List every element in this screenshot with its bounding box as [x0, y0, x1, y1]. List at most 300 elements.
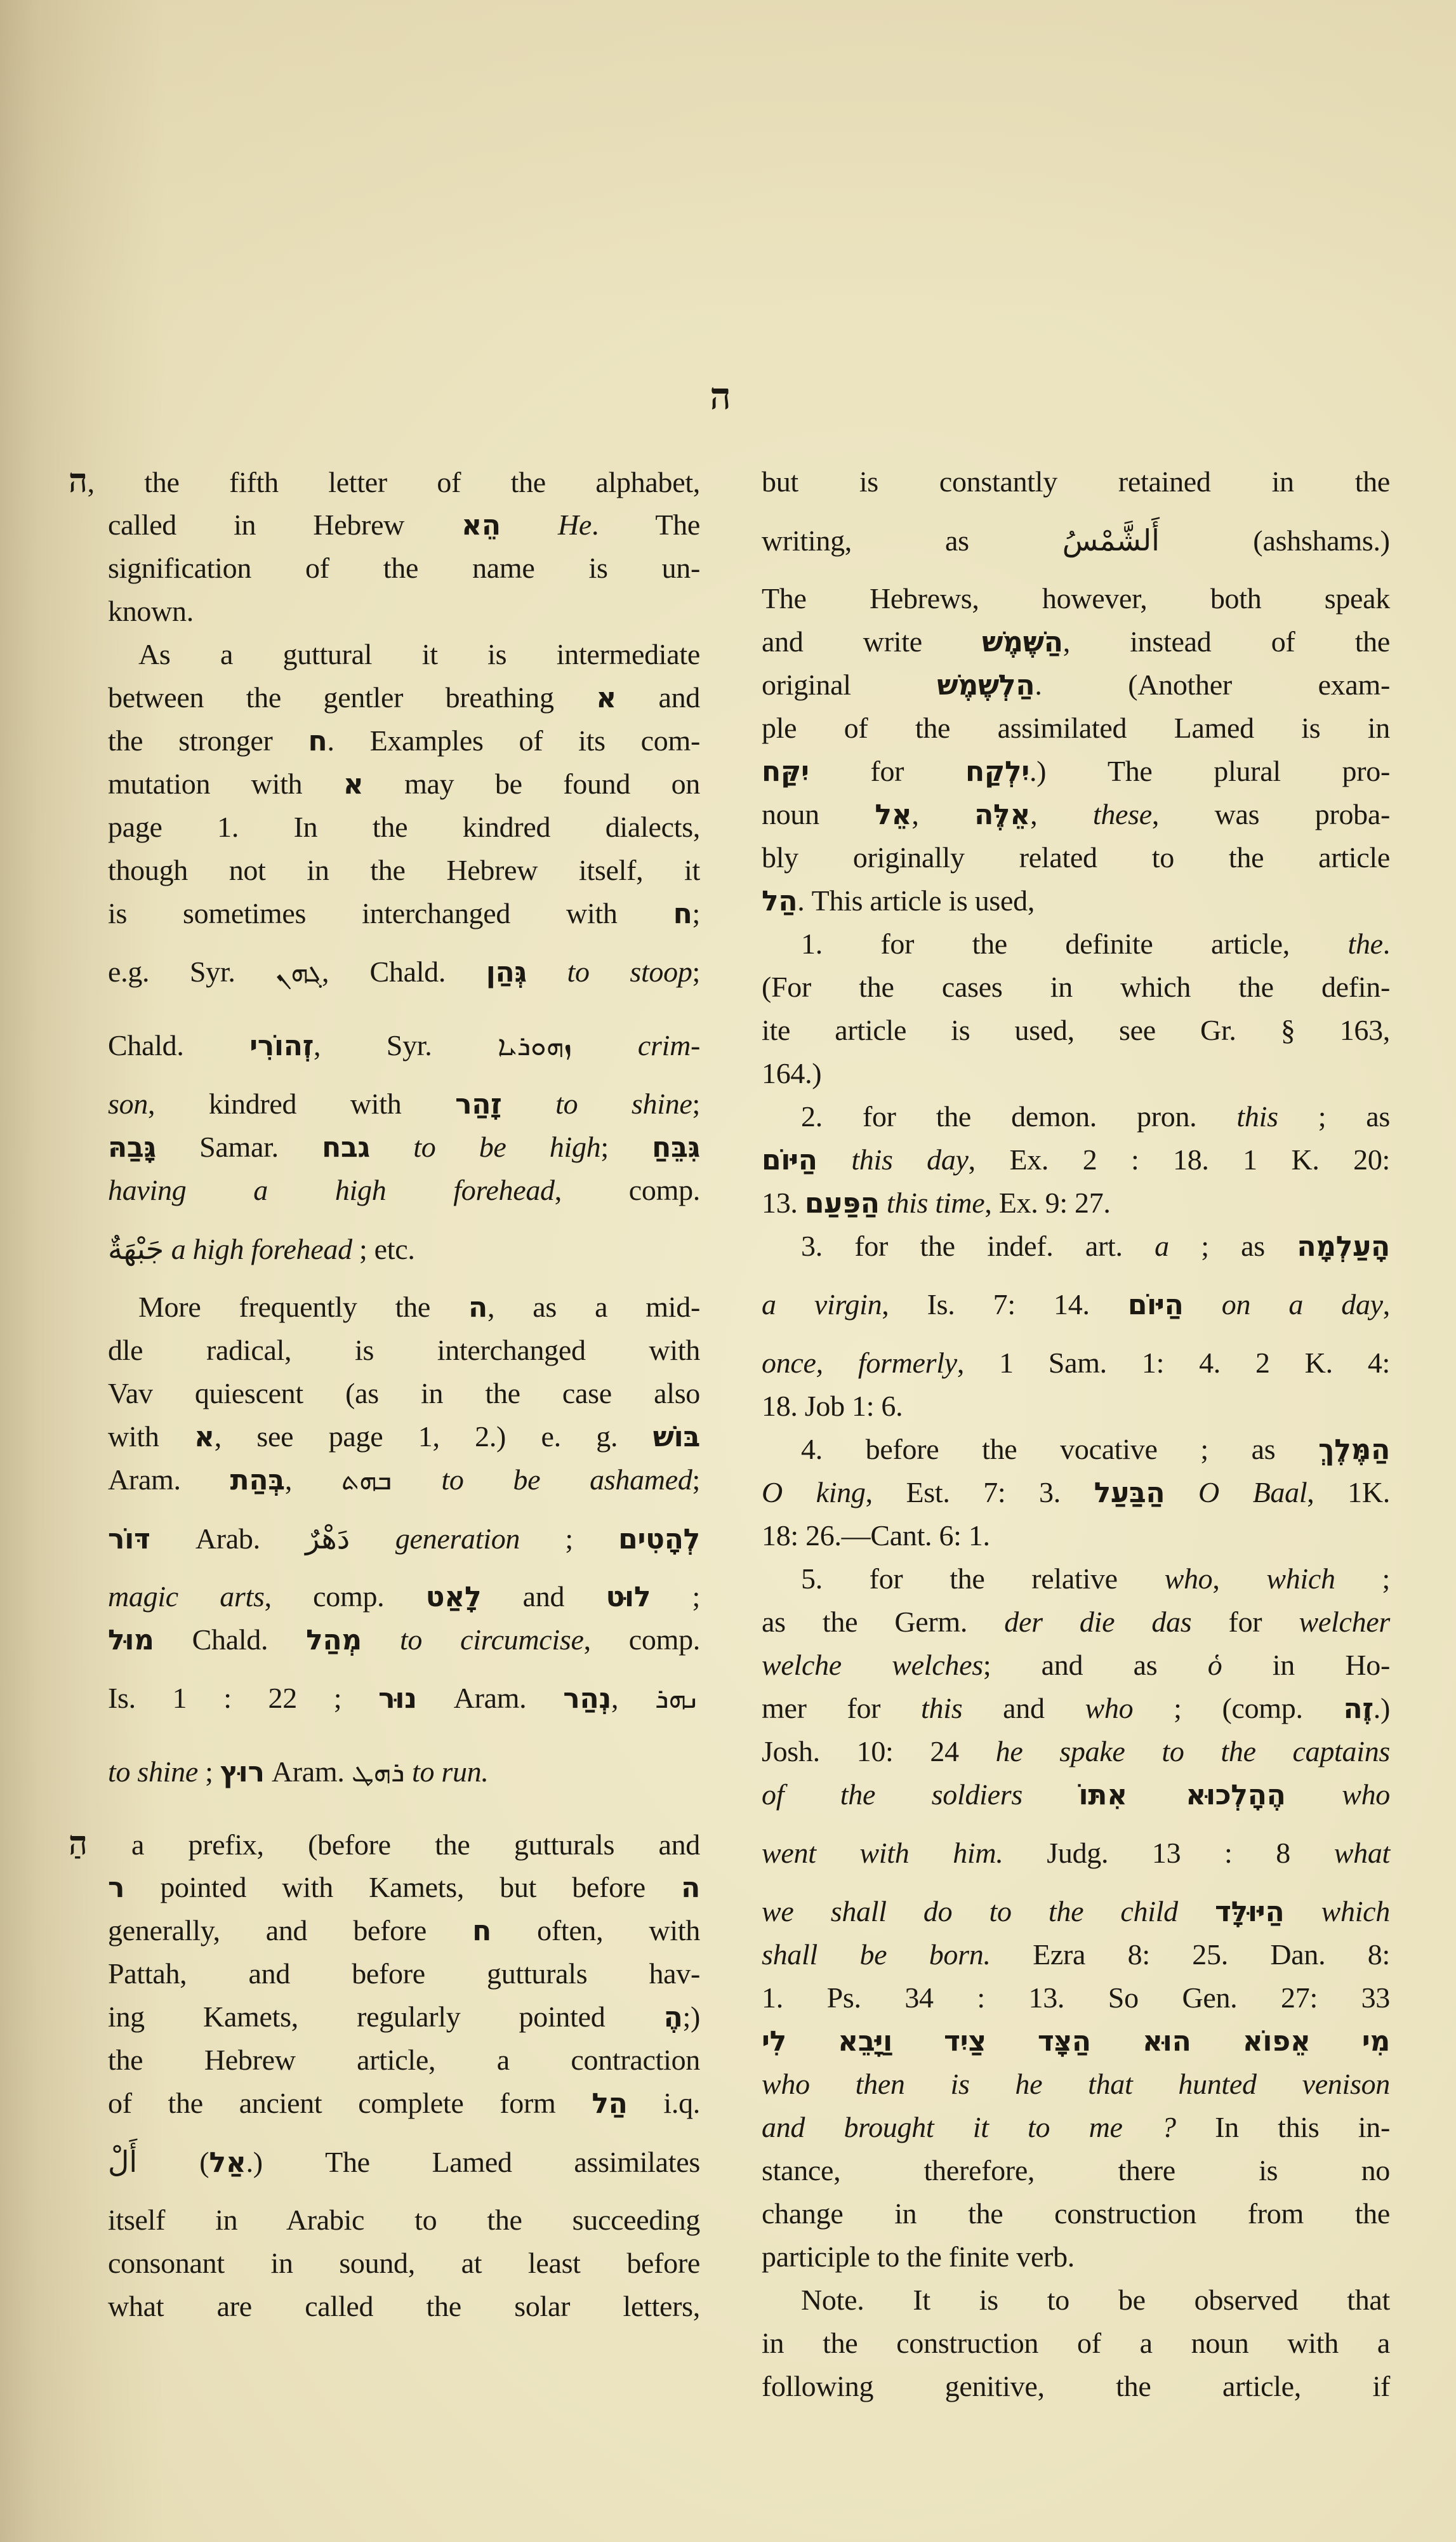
text-line	[69, 590, 700, 633]
body-text	[880, 1187, 887, 1219]
body-text: ,	[1382, 1288, 1390, 1321]
text-line	[762, 836, 1390, 879]
italic-gloss: this	[1236, 1100, 1278, 1133]
body-text: , kindred with	[148, 1088, 456, 1120]
italic-gloss: He	[557, 509, 592, 541]
right-column	[762, 460, 1390, 2408]
hebrew-text: א	[596, 682, 616, 714]
hebrew-text: נְהַר	[563, 1682, 612, 1715]
body-text: Aram.	[264, 1755, 352, 1788]
body-text: The Hebrews, however, both speak	[762, 582, 1390, 615]
hebrew-text: רוּץ	[220, 1756, 265, 1788]
body-text: and	[962, 1692, 1085, 1724]
body-text: Pattah, and before gutturals hav-	[108, 1957, 700, 1990]
body-text: 1. for the definite article,	[801, 928, 1348, 960]
text-line	[69, 1866, 700, 1909]
body-text: in the construction of a noun with a	[762, 2327, 1390, 2359]
body-text: ;	[692, 1088, 701, 1120]
body-text: ,	[1030, 798, 1093, 830]
body-text: , comp.	[583, 1623, 700, 1656]
body-text	[370, 1131, 413, 1163]
body-text: Judg. 13 : 8	[1003, 1837, 1334, 1869]
body-text: a prefix, (before the gutturals and	[87, 1828, 700, 1861]
text-line	[762, 793, 1390, 836]
italic-gloss: these	[1092, 798, 1152, 830]
hebrew-text: הַבַּעַל	[1094, 1477, 1165, 1509]
hebrew-text: ח	[308, 725, 328, 757]
body-text: ;	[692, 1463, 701, 1496]
body-text: ,	[284, 1463, 341, 1496]
hebrew-text: אֵל	[875, 799, 912, 831]
hebrew-text: נוּר	[378, 1682, 417, 1715]
text-line	[69, 1415, 700, 1458]
arabic-text: دَهْرٌ	[305, 1521, 350, 1555]
hebrew-text: ה	[681, 1872, 700, 1904]
text-line	[762, 2235, 1390, 2279]
hebrew-text: בְּהַת	[230, 1464, 285, 1496]
hebrew-text: ר	[108, 1872, 125, 1904]
syriac-text: ܙܗܘܪܝܐ	[498, 1030, 572, 1062]
body-text: in Ho-	[1222, 1649, 1390, 1681]
text-line	[762, 1138, 1390, 1181]
body-text: , 1K.	[1307, 1476, 1390, 1508]
body-text: , as a mid-	[487, 1291, 700, 1323]
body-text: 13.	[762, 1187, 805, 1219]
text-line	[69, 1212, 700, 1286]
text-line	[69, 1126, 700, 1169]
body-text: ;	[651, 1580, 700, 1613]
body-text: ,	[911, 798, 975, 830]
body-text	[164, 1233, 171, 1265]
body-text: , comp.	[554, 1174, 700, 1206]
body-text: ,	[611, 1682, 656, 1714]
italic-gloss: shall be born.	[762, 1938, 991, 1971]
text-line	[762, 1052, 1390, 1095]
text-line	[762, 922, 1390, 966]
italic-gloss: on a day	[1221, 1288, 1383, 1321]
italic-gloss: the	[1347, 928, 1383, 960]
hebrew-text: הַל	[762, 885, 798, 917]
body-text: mutation with	[108, 768, 343, 800]
body-text: e.g. Syr.	[108, 955, 276, 988]
hebrew-text: לָאַט	[425, 1581, 482, 1613]
body-text	[501, 509, 558, 541]
body-text: consonant in sound, at least before	[108, 2247, 700, 2279]
italic-gloss: this time	[886, 1187, 985, 1219]
body-text	[1184, 1288, 1222, 1321]
body-text	[572, 1029, 638, 1061]
body-text: mer for	[762, 1692, 922, 1724]
italic-gloss: what	[1334, 1837, 1390, 1869]
body-text: . This article is used,	[797, 884, 1035, 917]
text-line	[762, 1225, 1390, 1268]
hebrew-text: גִּבֵּחַ	[652, 1131, 700, 1164]
text-line	[762, 2020, 1390, 2063]
text-line	[69, 806, 700, 849]
text-line	[762, 1890, 1390, 1933]
body-text	[404, 1755, 412, 1788]
body-text	[527, 955, 567, 988]
body-text: ; as	[1278, 1100, 1390, 1133]
body-text: ; as	[1168, 1230, 1297, 1262]
body-text: 18. Job 1: 6.	[762, 1390, 903, 1422]
text-line	[762, 1933, 1390, 1976]
text-line	[69, 633, 700, 676]
text-line	[69, 1082, 700, 1126]
body-text: original	[762, 669, 937, 701]
body-text: and	[481, 1580, 606, 1613]
hebrew-text: בּוֹשׁ	[652, 1421, 700, 1453]
italic-gloss: O Baal	[1198, 1476, 1307, 1508]
text-line	[69, 2242, 700, 2285]
text-line	[69, 2039, 700, 2082]
text-line	[69, 2125, 700, 2199]
body-text: is sometimes interchanged with	[108, 897, 673, 929]
body-text: 5. for the relative	[801, 1562, 1165, 1595]
text-line	[69, 892, 700, 935]
body-text: i.q.	[627, 2087, 700, 2119]
body-text: Arab.	[150, 1522, 306, 1555]
text-line	[762, 1428, 1390, 1471]
body-text: and write	[762, 625, 983, 658]
text-line	[762, 1976, 1390, 2020]
hebrew-text: הַיּוֹם	[1127, 1289, 1184, 1321]
text-line	[762, 1816, 1390, 1890]
hebrew-text: מוּל	[108, 1624, 154, 1656]
body-text: ,	[1212, 1562, 1267, 1595]
body-text: (ashshams.)	[1159, 524, 1390, 557]
text-line	[762, 1385, 1390, 1428]
body-text: ;	[1335, 1562, 1390, 1595]
italic-gloss: a high forehead	[171, 1233, 352, 1265]
italic-gloss: ὁ	[1207, 1649, 1222, 1681]
hebrew-text: ח	[472, 1915, 492, 1947]
text-line	[762, 1687, 1390, 1730]
body-text: , Ex. 2 : 18. 1 K. 20:	[968, 1143, 1391, 1176]
italic-gloss: who	[1342, 1778, 1390, 1811]
text-line	[69, 2285, 700, 2328]
text-line	[69, 1458, 700, 1501]
body-text: may be found on	[363, 768, 700, 800]
italic-gloss: of the soldiers	[762, 1778, 1023, 1811]
hebrew-text: הַפַּעַם	[804, 1187, 880, 1220]
body-text: Aram.	[416, 1682, 564, 1714]
text-line	[69, 1952, 700, 1995]
hebrew-text: אַל	[209, 2146, 246, 2179]
italic-gloss: he spake to the captains	[995, 1735, 1391, 1767]
italic-gloss: who	[1164, 1562, 1213, 1595]
text-line	[762, 2365, 1390, 2408]
text-line	[762, 1514, 1390, 1557]
italic-gloss: this day	[851, 1143, 969, 1176]
text-line	[762, 577, 1390, 620]
body-text: ;	[692, 897, 700, 929]
hebrew-text: מְהַל	[306, 1624, 362, 1656]
italic-gloss: magic arts	[108, 1580, 265, 1613]
italic-gloss: O king	[762, 1476, 866, 1508]
italic-gloss: to stoop	[567, 955, 692, 988]
body-text: the Hebrew article, a contraction	[108, 2044, 700, 2076]
text-line	[762, 1095, 1390, 1138]
text-line	[69, 1735, 700, 1809]
italic-gloss: to be high	[413, 1131, 601, 1163]
headword: ה	[69, 463, 88, 500]
body-text: generally, and before	[108, 1914, 473, 1946]
text-line	[69, 1501, 700, 1575]
body-text: Chald.	[108, 1029, 250, 1061]
hebrew-text: זָהַר	[455, 1088, 502, 1121]
body-text: Note. It is to be observed that	[801, 2284, 1390, 2316]
text-line	[69, 2082, 700, 2125]
body-text	[1023, 1778, 1079, 1811]
italic-gloss: to shine	[555, 1088, 692, 1120]
text-line	[69, 1995, 700, 2039]
body-text: often, with	[491, 1914, 700, 1946]
text-line	[69, 1329, 700, 1372]
text-line	[69, 676, 700, 719]
italic-gloss: to shine	[108, 1755, 198, 1788]
hebrew-text: גָּבַהּ	[108, 1131, 156, 1164]
hebrew-text: ח	[673, 898, 692, 930]
body-text: .) The Lamed assimilates	[246, 2146, 700, 2178]
hebrew-text: יִלְקַח	[965, 755, 1029, 788]
body-text: 2. for the demon. pron.	[801, 1100, 1237, 1133]
text-line	[69, 1009, 700, 1082]
hebrew-text: הַמֶּלֶךְ	[1318, 1434, 1390, 1466]
text-line	[762, 1341, 1390, 1385]
body-text: , was proba-	[1151, 798, 1391, 830]
hebrew-text: הֵא	[461, 509, 501, 542]
body-text	[1284, 1895, 1321, 1927]
text-line	[69, 547, 700, 590]
text-line	[69, 1372, 700, 1415]
italic-gloss: who	[1085, 1692, 1134, 1724]
body-text: change in the construction from the	[762, 2197, 1390, 2230]
body-text: ; and as	[983, 1649, 1208, 1681]
text-line	[762, 663, 1390, 707]
body-text: ; (comp.	[1133, 1692, 1344, 1724]
body-text: what are called the solar letters,	[108, 2290, 700, 2322]
body-text	[1178, 1895, 1215, 1927]
body-text: pointed with Kamets, but before	[124, 1871, 682, 1903]
body-text: ple of the assimilated Lamed is in	[762, 712, 1390, 744]
body-text: 164.)	[762, 1057, 822, 1089]
body-text: Josh. 10: 24	[762, 1735, 996, 1767]
body-text: ;	[520, 1522, 619, 1555]
italic-gloss: which	[1266, 1562, 1335, 1595]
body-text: (	[137, 2146, 209, 2178]
body-text: , Chald.	[322, 955, 486, 988]
body-text: , Ex. 9: 27.	[984, 1187, 1111, 1219]
text-line	[69, 1661, 700, 1735]
body-text: ;	[692, 955, 701, 988]
body-text: but is constantly retained in the	[762, 465, 1390, 498]
syriac-text: ܢܗܪ	[655, 1682, 701, 1715]
text-line	[69, 1909, 700, 1952]
entry-headword-line	[69, 1823, 700, 1866]
hebrew-text: דּוֹר	[108, 1523, 150, 1555]
body-text: 18: 26.—Cant. 6: 1.	[762, 1519, 990, 1552]
body-text	[1165, 1476, 1198, 1508]
italic-gloss: welche welches	[762, 1649, 983, 1681]
text-line	[762, 2106, 1390, 2149]
body-text: following genitive, the article, if	[762, 2370, 1390, 2402]
hebrew-text: יִקַּח	[762, 755, 809, 788]
italic-gloss: went with him.	[762, 1837, 1003, 1869]
text-line	[762, 707, 1390, 750]
text-line	[762, 1181, 1390, 1225]
hebrew-text: הֶהָלְכוּא אִתּוֹ	[1078, 1779, 1286, 1811]
arabic-text: جَبْهَةٌ	[108, 1232, 164, 1266]
body-text: noun	[762, 798, 875, 830]
body-text	[392, 1463, 441, 1496]
body-text: Chald.	[154, 1623, 307, 1656]
hebrew-text: זֶה	[1343, 1693, 1373, 1725]
body-text: with	[108, 1420, 195, 1453]
italic-gloss: and brought it to me ?	[762, 2111, 1176, 2143]
hebrew-text: ה	[468, 1291, 487, 1324]
body-text: for	[809, 755, 965, 787]
body-text: , the fifth letter of the alphabet,	[87, 466, 700, 498]
text-line	[762, 879, 1390, 922]
syriac-text: ܪܗܛ	[351, 1756, 405, 1788]
text-line	[69, 1575, 700, 1618]
body-text: (For the cases in which the defin-	[762, 971, 1390, 1003]
text-line	[69, 1286, 700, 1329]
arabic-text: أَلشَّمْسُ	[1062, 523, 1160, 557]
text-line	[762, 620, 1390, 663]
text-line	[69, 2199, 700, 2242]
hebrew-text: א	[343, 768, 364, 801]
body-text: 1. Ps. 34 : 13. So Gen. 27: 33	[762, 1981, 1390, 2014]
arabic-text: أَلْ	[108, 2145, 138, 2179]
body-text: stance, therefore, there is no	[762, 2154, 1390, 2186]
italic-gloss: we shall do to the child	[762, 1895, 1178, 1927]
body-text: More frequently the	[138, 1291, 469, 1323]
text-line	[762, 750, 1390, 793]
text-line	[762, 1773, 1390, 1816]
body-text: and	[616, 681, 701, 714]
body-text: .)	[1373, 1692, 1390, 1724]
body-text: dle radical, is interchanged with	[108, 1334, 700, 1366]
body-text: called in Hebrew	[108, 509, 462, 541]
italic-gloss: this	[921, 1692, 963, 1724]
italic-gloss: once, formerly	[762, 1347, 957, 1379]
text-line	[762, 503, 1390, 577]
body-text: ing Kamets, regularly pointed	[108, 2000, 664, 2033]
left-column	[69, 460, 700, 2328]
text-line	[69, 762, 700, 806]
body-text: for	[1191, 1606, 1299, 1638]
body-text: though not in the Hebrew itself, it	[108, 854, 700, 886]
body-text: , Is. 7: 14.	[882, 1288, 1128, 1321]
hebrew-text: הַיּוֹם	[762, 1144, 817, 1176]
text-line	[762, 1644, 1390, 1687]
body-text: Samar.	[156, 1131, 322, 1163]
text-line	[762, 460, 1390, 503]
syriac-text: ܓܗܢ	[275, 956, 322, 988]
body-text: known.	[108, 595, 194, 627]
body-text: , comp.	[264, 1580, 426, 1613]
hebrew-text: הַשֶּׁמֶשׁ	[982, 626, 1063, 658]
text-line	[762, 2063, 1390, 2106]
hebrew-text: הַלְשֶׁמֶשׁ	[937, 669, 1035, 702]
hebrew-text: הַל	[592, 2087, 628, 2120]
hebrew-text: א	[194, 1421, 215, 1453]
text-line	[762, 2192, 1390, 2235]
italic-gloss: to run.	[411, 1755, 489, 1788]
body-text: ;	[197, 1755, 220, 1788]
text-line	[762, 1557, 1390, 1600]
body-text: . The	[591, 509, 700, 541]
hebrew-text: לוּט	[606, 1581, 651, 1613]
body-text: , 1 Sam. 1: 4. 2 K. 4:	[956, 1347, 1390, 1379]
italic-gloss: who then is he that hunted venison	[762, 2068, 1390, 2100]
text-line	[69, 1618, 700, 1661]
body-text: as the Germ.	[762, 1606, 1005, 1638]
body-text	[350, 1522, 395, 1555]
body-text: ; etc.	[352, 1233, 415, 1265]
text-line	[762, 1730, 1390, 1773]
hebrew-text: מִי אֵפוֹא הוּא הַצָּד צַיִד וַיָּבֵא לִי	[762, 2025, 1390, 2058]
hebrew-text: גְּהַן	[486, 956, 527, 988]
body-text: page 1. In the kindred dialects,	[108, 811, 700, 843]
body-text: the stronger	[108, 724, 308, 757]
body-text: bly originally related to the article	[762, 841, 1390, 874]
italic-gloss: to circumcise	[399, 1623, 584, 1656]
text-line	[762, 1471, 1390, 1514]
body-text: .	[1382, 928, 1390, 960]
body-text	[362, 1623, 400, 1656]
italic-gloss: which	[1321, 1895, 1390, 1927]
text-line	[69, 849, 700, 892]
text-line	[762, 1268, 1390, 1341]
italic-gloss: to be ashamed	[441, 1463, 692, 1496]
text-line	[762, 2322, 1390, 2365]
text-line	[762, 1009, 1390, 1052]
text-line	[762, 1600, 1390, 1644]
italic-gloss: a virgin	[762, 1288, 882, 1321]
text-line	[69, 935, 700, 1009]
syriac-text: ܒܗܬ	[341, 1464, 392, 1496]
text-line	[69, 719, 700, 762]
body-text	[502, 1088, 556, 1120]
italic-gloss: generation	[395, 1522, 520, 1555]
text-line	[762, 2279, 1390, 2322]
italic-gloss: having a high forehead	[108, 1174, 555, 1206]
italic-gloss: welcher	[1299, 1606, 1390, 1638]
hebrew-text: לְהָטִים	[618, 1523, 700, 1555]
body-text: .) The plural pro-	[1029, 755, 1390, 787]
body-text: , Est. 7: 3.	[865, 1476, 1094, 1508]
body-text: participle to the finite verb.	[762, 2240, 1075, 2273]
body-text: between the gentler breathing	[108, 681, 597, 714]
hebrew-text: הַיּוּלָּד	[1215, 1896, 1285, 1928]
body-text	[1286, 1778, 1342, 1811]
body-text: 4. before the vocative ; as	[801, 1433, 1319, 1465]
body-text: . Examples of its com-	[327, 724, 700, 757]
text-line	[762, 966, 1390, 1009]
text-line	[69, 503, 700, 547]
body-text: , see page 1, 2.) e. g.	[214, 1420, 653, 1453]
italic-gloss: crim-	[637, 1029, 701, 1061]
italic-gloss: a	[1155, 1230, 1169, 1262]
hebrew-text: הֶ	[663, 2001, 683, 2033]
body-text: signification of the name is un-	[108, 552, 700, 584]
hebrew-text: זְהוֹרִי	[249, 1030, 314, 1062]
running-head-letter: ה	[710, 375, 731, 418]
body-text: of the ancient complete form	[108, 2087, 592, 2119]
